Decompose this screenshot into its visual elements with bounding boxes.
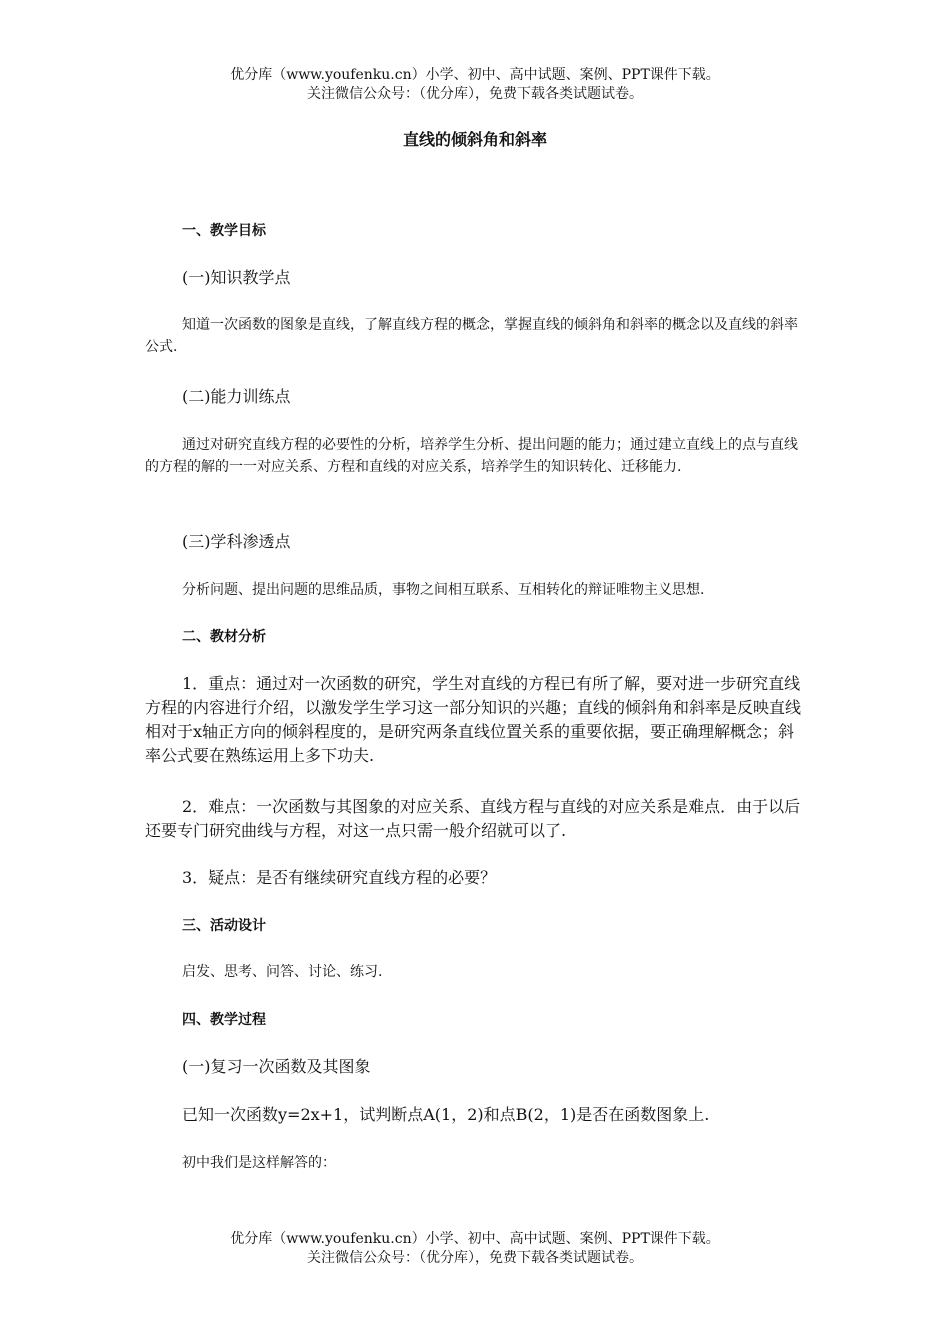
section-heading-process: 四、教学过程	[182, 1012, 266, 1028]
header-line-2: 关注微信公众号：（优分库），免费下载各类试题试卷。	[307, 86, 643, 102]
paragraph-activity: 启发、思考、问答、讨论、练习.	[182, 964, 383, 980]
paragraph-example: 已知一次函数y=2x+1，试判断点A(1，2)和点B(2，1)是否在函数图象上.	[182, 1105, 710, 1124]
subheading-knowledge: (一)知识教学点	[182, 268, 291, 287]
header-line-1: 优分库（www.youfenku.cn）小学、初中、高中试题、案例、PPT课件下载。	[230, 67, 720, 83]
page-header	[0, 66, 950, 104]
paragraph-ability: 通过对研究直线方程的必要性的分析，培养学生分析、提出问题的能力；通过建立直线上的点与直线的方程的解的一一对应关系、方程和直线的对应关系，培养学生的知识转化、迁移能力.	[145, 437, 798, 475]
footer-line-1: 优分库（www.youfenku.cn）小学、初中、高中试题、案例、PPT课件下载。	[230, 1231, 720, 1247]
footer-line-2: 关注微信公众号：（优分库），免费下载各类试题试卷。	[307, 1250, 643, 1266]
subheading-review: (一)复习一次函数及其图象	[182, 1057, 371, 1076]
paragraph-key-points: 1．重点：通过对一次函数的研究，学生对直线的方程已有所了解，要对进一步研究直线方程的内容进行介绍，以激发学生学习这一部分知识的兴趣；直线的倾斜角和斜率是反映直线相对于x轴正方向的倾斜程度的，是研究两条直线位置关系的重要依据，要正确理解概念；斜率公式要在熟练运用上多下功夫.	[145, 674, 802, 765]
section-heading-activity: 三、活动设计	[182, 918, 266, 934]
document-title: 直线的倾斜角和斜率	[402, 130, 547, 149]
subheading-penetration: (三)学科渗透点	[182, 532, 291, 551]
paragraph-difficulties: 2．难点：一次函数与其图象的对应关系、直线方程与直线的对应关系是难点．由于以后还要专门研究曲线与方程，对这一点只需一般介绍就可以了.	[145, 797, 801, 840]
paragraph-penetration: 分析问题、提出问题的思维品质，事物之间相互联系、互相转化的辩证唯物主义思想.	[182, 582, 705, 598]
section-heading-analysis: 二、教材分析	[182, 629, 266, 645]
paragraph-doubts: 3．疑点：是否有继续研究直线方程的必要？	[182, 868, 497, 887]
section-heading-objectives: 一、教学目标	[182, 223, 266, 239]
page-footer	[0, 1230, 950, 1268]
paragraph-knowledge: 知道一次函数的图象是直线，了解直线方程的概念，掌握直线的倾斜角和斜率的概念以及直线的斜率公式.	[145, 317, 798, 355]
subheading-ability: (二)能力训练点	[182, 387, 291, 406]
paragraph-answer-intro: 初中我们是这样解答的：	[182, 1155, 336, 1171]
